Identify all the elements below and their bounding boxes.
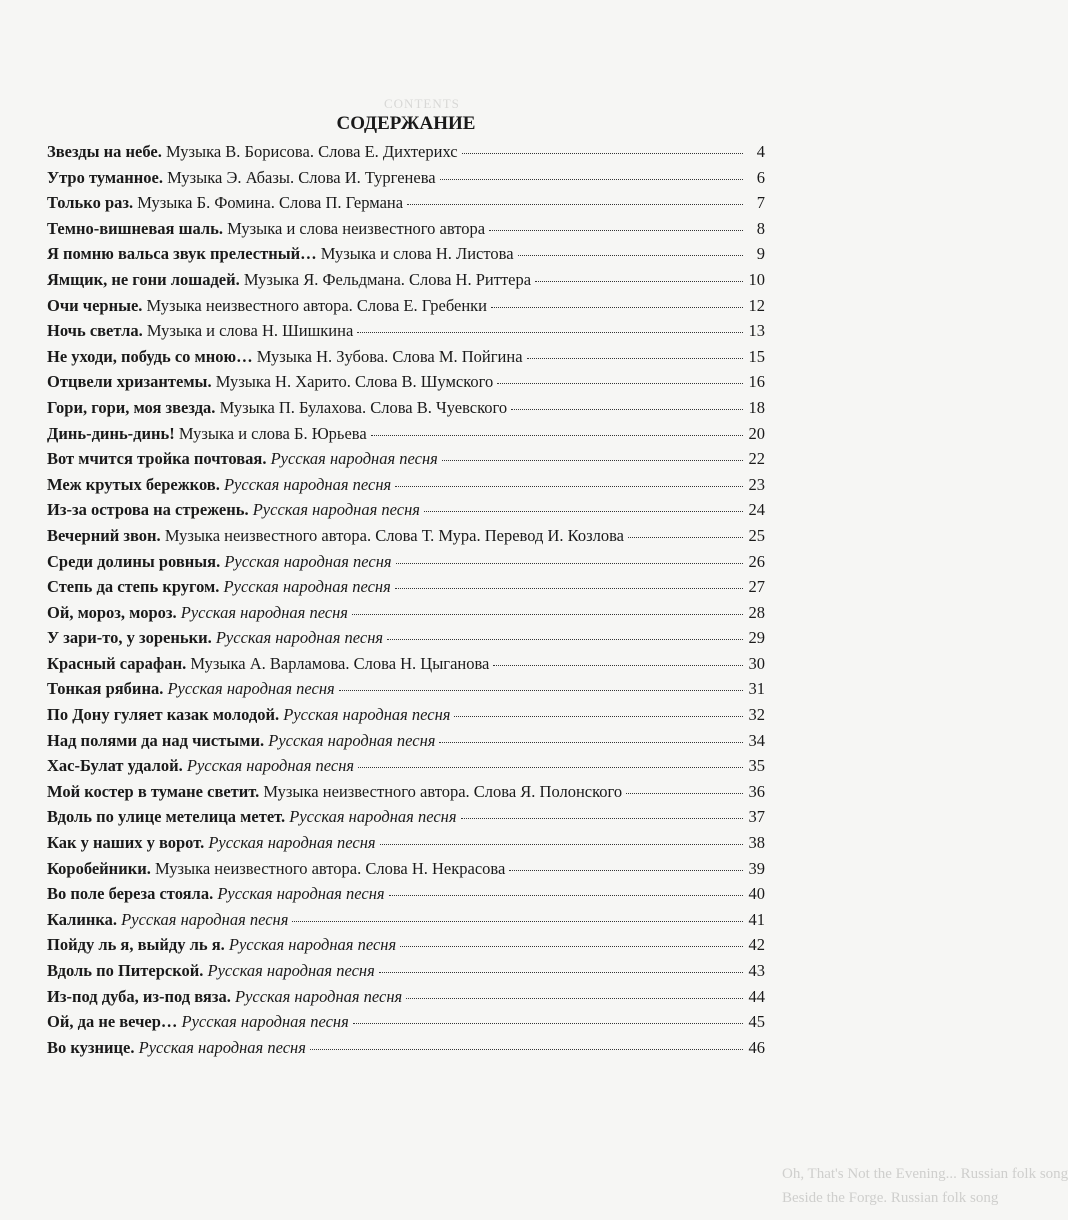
toc-entry — [47, 549, 765, 575]
toc-entry-title: Гори, гори, моя звезда. — [47, 397, 216, 417]
toc-entry-page-number: 32 — [748, 705, 765, 725]
toc-entry-title: Во поле береза стояла. — [47, 884, 214, 904]
dot-leader — [407, 204, 743, 205]
toc-entry-page-number: 6 — [756, 167, 765, 187]
toc-entry-title: Хас-Булат удалой. — [47, 756, 183, 776]
toc-entry — [47, 523, 765, 549]
toc-entry-title: Из-за острова на стрежень. — [47, 500, 249, 520]
toc-entry-title: У зари-то, у зореньки. — [47, 628, 212, 648]
toc-entry-title: Звезды на небе. — [47, 142, 162, 161]
toc-entry-description: Русская народная песня — [208, 833, 376, 853]
toc-entry-description: Русская народная песня — [268, 730, 436, 750]
dot-leader — [292, 921, 743, 922]
toc-entry — [47, 574, 765, 600]
toc-entry-description: Русская народная песня — [217, 884, 385, 904]
dot-leader — [406, 998, 743, 999]
toc-entry-description: Музыка неизвестного автора. Слова Е. Гребенки — [146, 295, 488, 315]
toc-entry-page-number: 9 — [756, 244, 765, 264]
toc-entry — [47, 728, 765, 754]
toc-entry-page-number: 30 — [748, 653, 765, 673]
toc-entry-description: Музыка неизвестного автора. Слова Н. Некрасова — [154, 858, 506, 878]
toc-entry — [47, 651, 765, 677]
dot-leader — [353, 1023, 743, 1024]
toc-entry-page-number: 34 — [748, 730, 765, 750]
dot-leader — [339, 690, 743, 691]
toc-entry — [47, 856, 765, 882]
toc-entry-page-number: 24 — [748, 500, 765, 520]
toc-entry-page-number: 23 — [748, 474, 765, 494]
toc-entry-title: Коробейники. — [47, 858, 151, 878]
toc-entry-title: Я помню вальса звук прелестный… — [47, 244, 317, 264]
toc-entry-description: Музыка и слова неизвестного автора — [227, 218, 486, 238]
toc-entry-title: Вот мчится тройка почтовая. — [47, 449, 267, 469]
toc-entry-description: Русская народная песня — [186, 756, 355, 776]
toc-entry-title: По Дону гуляет казак молодой. — [47, 705, 280, 725]
dot-leader — [527, 358, 743, 359]
toc-entry-description: Музыка Б. Фомина. Слова П. Германа — [137, 193, 404, 213]
toc-entry-description: Музыка и слова Б. Юрьева — [178, 423, 367, 443]
dot-leader — [357, 332, 743, 333]
dot-leader — [489, 230, 743, 231]
dot-leader — [454, 716, 743, 717]
dot-leader — [439, 742, 743, 743]
toc-entry-title: Ямщик, не гони лошадей. — [47, 269, 240, 289]
toc-entry-page-number: 4 — [756, 142, 765, 161]
dot-leader — [509, 870, 743, 871]
toc-entry-page-number: 29 — [748, 628, 765, 648]
toc-entry-description: Русская народная песня — [180, 602, 348, 622]
toc-entry-page-number: 36 — [748, 781, 765, 801]
toc-entry-description: Музыка Я. Фельдмана. Слова Н. Риттера — [243, 269, 532, 289]
bleed-through-line: Beside the Forge. Russian folk song — [782, 1190, 999, 1206]
toc-entry — [47, 881, 765, 907]
toc-entry-description: Музыка и слова Н. Шишкина — [146, 321, 354, 341]
toc-entry-description: Музыка неизвестного автора. Слова Т. Мура. Перевод И. Козлова — [164, 525, 624, 545]
toc-entry-description: Русская народная песня — [223, 577, 391, 597]
toc-entry-title: Отцвели хризантемы. — [47, 372, 212, 392]
toc-entry-description: Русская народная песня — [252, 500, 420, 520]
toc-entry-page-number: 27 — [748, 577, 765, 597]
toc-entry — [47, 472, 765, 498]
toc-entry-title: Ночь светла. — [47, 321, 143, 341]
toc-entry-title: Красный сарафан. — [47, 653, 187, 673]
dot-leader — [379, 972, 743, 973]
toc-entry-page-number: 43 — [748, 961, 765, 980]
toc-entry-description: Музыка А. Варламова. Слова Н. Цыганова — [190, 653, 490, 673]
page-title: СОДЕРЖАНИЕ — [336, 113, 476, 134]
toc-entry-title: Только раз. — [47, 193, 134, 213]
dot-leader — [493, 665, 743, 666]
dot-leader — [310, 1049, 743, 1050]
toc-entry-page-number: 28 — [748, 602, 765, 622]
toc-entry-title: Степь да степь кругом. — [47, 577, 220, 597]
toc-entry — [47, 932, 765, 958]
dot-leader — [442, 460, 743, 461]
toc-entry-page-number: 38 — [748, 833, 765, 853]
toc-entry — [47, 625, 765, 651]
dot-leader — [387, 639, 743, 640]
dot-leader — [535, 281, 743, 282]
toc-entry-page-number: 44 — [748, 986, 765, 1006]
toc-entry-page-number: 25 — [748, 525, 765, 545]
toc-entry — [47, 984, 765, 1010]
toc-entry — [47, 907, 765, 933]
toc-entry — [47, 293, 765, 319]
toc-entry-description: Русская народная песня — [234, 986, 403, 1006]
toc-entry — [47, 779, 765, 805]
toc-entry-page-number: 10 — [748, 269, 765, 289]
toc-entry-description: Музыка и слова Н. Листова — [320, 244, 514, 264]
toc-entry-page-number: 13 — [748, 321, 765, 341]
toc-entry — [47, 1009, 765, 1035]
toc-entry-description: Музыка Н. Зубова. Слова М. Пойгина — [256, 346, 523, 366]
toc-entry-page-number: 31 — [748, 679, 765, 699]
toc-entry-title: Меж крутых бережков. — [47, 474, 220, 494]
toc-entry-title: Калинка. — [47, 909, 118, 929]
toc-entry-description: Русская народная песня — [224, 551, 392, 571]
toc-entry — [47, 241, 765, 267]
toc-entry — [47, 267, 765, 293]
toc-entry-page-number: 46 — [748, 1037, 765, 1057]
toc-entry-description: Русская народная песня — [228, 935, 397, 955]
toc-entry-description: Русская народная песня — [289, 807, 457, 827]
toc-entry-title: Над полями да над чистыми. — [47, 730, 265, 750]
toc-entry-description: Музыка Н. Харито. Слова В. Шумского — [215, 372, 494, 392]
dot-leader — [424, 511, 743, 512]
toc-entry-page-number: 16 — [748, 372, 765, 392]
dot-leader — [396, 563, 743, 564]
dot-leader — [380, 844, 743, 845]
toc-entry-description: Русская народная песня — [283, 705, 451, 725]
dot-leader — [389, 895, 743, 896]
toc-entry-title: Ой, мороз, мороз. — [47, 602, 177, 622]
toc-entry-page-number: 7 — [756, 193, 765, 213]
dot-leader — [395, 588, 743, 589]
toc-entry-description: Музыка П. Булахова. Слова В. Чуевского — [219, 397, 508, 417]
toc-entry-title: Вдоль по Питерской. — [47, 961, 204, 980]
toc-entry-page-number: 18 — [748, 397, 765, 417]
toc-entry-page-number: 12 — [748, 295, 765, 315]
toc-entry — [47, 600, 765, 626]
toc-entry-description: Русская народная песня — [207, 961, 375, 980]
toc-entry-page-number: 45 — [748, 1012, 765, 1032]
toc-entry — [47, 369, 765, 395]
toc-entry — [47, 497, 765, 523]
toc-entry-page-number: 22 — [748, 449, 765, 469]
toc-entry-title: Вечерний звон. — [47, 525, 161, 545]
dot-leader — [462, 153, 743, 154]
toc-entry-page-number: 41 — [748, 909, 765, 929]
toc-entry — [47, 421, 765, 447]
toc-entry — [47, 676, 765, 702]
toc-entry-page-number: 26 — [748, 551, 765, 571]
toc-entry-page-number: 37 — [748, 807, 765, 827]
toc-entry-title: Утро туманное. — [47, 167, 163, 187]
toc-entry-title: Не уходи, побудь со мною… — [47, 346, 253, 366]
toc-entry — [47, 753, 765, 779]
toc-entry-page-number: 42 — [748, 935, 765, 955]
toc-entry-title: Во кузнице. — [47, 1037, 135, 1057]
toc-entry — [47, 318, 765, 344]
toc-entry-description: Русская народная песня — [270, 449, 438, 469]
toc-entry-title: Среди долины ровныя. — [47, 551, 221, 571]
toc-entry-page-number: 8 — [756, 218, 765, 238]
toc-entry-page-number: 20 — [748, 423, 765, 443]
toc-entry-title: Из-под дуба, из-под вяза. — [47, 986, 231, 1006]
bleed-through-line: Oh, That's Not the Evening... Russian folk song — [782, 1166, 1068, 1182]
toc-entry-description: Русская народная песня — [215, 628, 384, 648]
toc-entry — [47, 344, 765, 370]
bleed-through-title: CONTENTS — [384, 96, 460, 111]
toc-entry-description: Русская народная песня — [223, 474, 392, 494]
toc-entry-title: Динь-динь-динь! — [47, 423, 175, 443]
toc-entry-title: Тонкая рябина. — [47, 679, 164, 699]
toc-entry-description: Музыка В. Борисова. Слова Е. Дихтерихс — [165, 142, 458, 161]
dot-leader — [497, 383, 743, 384]
dot-leader — [440, 179, 743, 180]
toc-entry — [47, 165, 765, 191]
dot-leader — [628, 537, 743, 538]
toc-entry — [47, 1035, 765, 1061]
toc-entry — [47, 804, 765, 830]
dot-leader — [461, 818, 744, 819]
toc-entry — [47, 830, 765, 856]
toc-entry-title: Темно-вишневая шаль. — [47, 218, 224, 238]
toc-entry — [47, 216, 765, 242]
toc-entry-description: Русская народная песня — [181, 1012, 349, 1032]
toc-entry-page-number: 15 — [748, 346, 765, 366]
dot-leader — [491, 307, 743, 308]
dot-leader — [371, 435, 743, 436]
toc-entry-page-number: 35 — [748, 756, 765, 776]
table-of-contents — [47, 139, 765, 1060]
toc-entry — [47, 190, 765, 216]
toc-entry — [47, 958, 765, 984]
toc-entry-title: Пойду ль я, выйду ль я. — [47, 935, 225, 955]
toc-entry-description: Русская народная песня — [121, 909, 289, 929]
dot-leader — [518, 255, 743, 256]
toc-entry — [47, 702, 765, 728]
toc-entry-title: Очи черные. — [47, 295, 143, 315]
toc-entry — [47, 446, 765, 472]
toc-entry-title: Как у наших у ворот. — [47, 833, 205, 853]
dot-leader — [626, 793, 743, 794]
toc-entry-page-number: 39 — [748, 858, 765, 878]
dot-leader — [352, 614, 743, 615]
toc-entry-description: Русская народная песня — [138, 1037, 306, 1057]
toc-entry-description: Музыка Э. Абазы. Слова И. Тургенева — [167, 167, 436, 187]
dot-leader — [358, 767, 743, 768]
toc-entry-description: Русская народная песня — [167, 679, 335, 699]
dot-leader — [400, 946, 743, 947]
toc-entry — [47, 139, 765, 165]
dot-leader — [395, 486, 743, 487]
toc-entry-title: Ой, да не вечер… — [47, 1012, 178, 1032]
toc-entry — [47, 395, 765, 421]
toc-entry-title: Мой костер в тумане светит. — [47, 781, 260, 801]
toc-entry-page-number: 40 — [748, 884, 765, 904]
toc-entry-description: Музыка неизвестного автора. Слова Я. Полонского — [263, 781, 623, 801]
toc-entry-title: Вдоль по улице метелица метет. — [47, 807, 286, 827]
dot-leader — [511, 409, 743, 410]
